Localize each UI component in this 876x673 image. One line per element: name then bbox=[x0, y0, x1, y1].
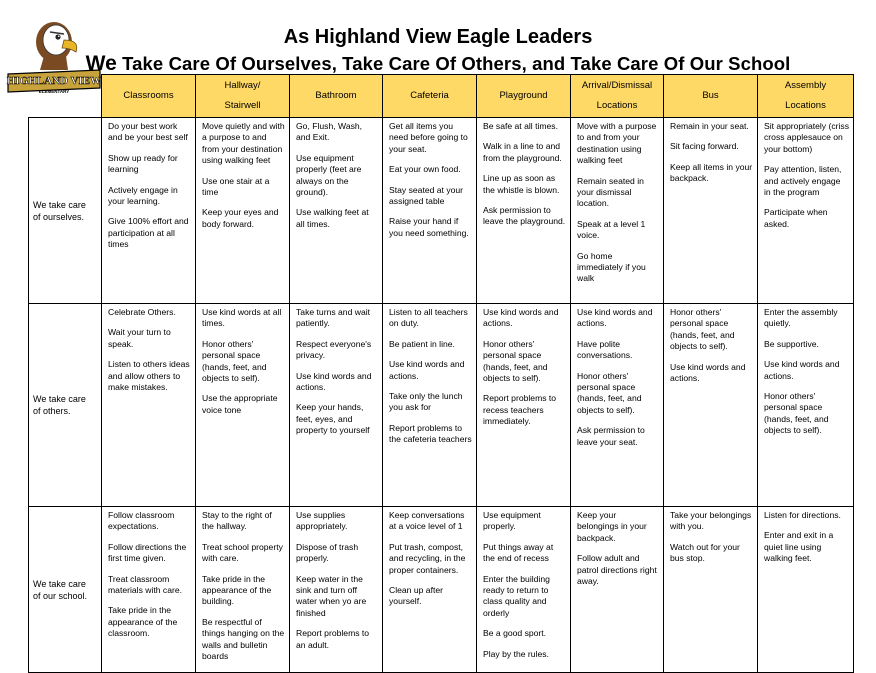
expectation-item: Use kind words at all times. bbox=[202, 307, 282, 329]
expectation-item: Move with a purpose to and from your destination using walking feet bbox=[577, 121, 657, 166]
col-header bbox=[290, 75, 383, 118]
expectation-item: Watch out for your bus stop. bbox=[670, 541, 740, 564]
col-header bbox=[477, 75, 571, 118]
corner-cell bbox=[29, 75, 102, 118]
col-header-line1: Classrooms bbox=[123, 90, 174, 101]
expectation-item: Enter the assembly quietly. bbox=[764, 307, 838, 329]
expectation-item: Honor others' personal space (hands, feet, and objects to self). bbox=[670, 307, 735, 352]
expectation-item: Ask permission to leave your seat. bbox=[577, 425, 645, 447]
expectation-item: Give 100% effort and participation at all times bbox=[108, 216, 189, 250]
expectation-item: Use kind words and actions. bbox=[670, 361, 746, 384]
expectation-item: Use walking feet at all times. bbox=[296, 207, 369, 229]
table-cell bbox=[664, 507, 758, 673]
expectation-item: Be respectful of things hanging on the walls and bulletin boards bbox=[202, 616, 285, 662]
table-cell bbox=[664, 118, 758, 304]
expectation-item: Report problems to an adult. bbox=[296, 628, 370, 650]
expectation-item: Speak at a level 1 voice. bbox=[577, 218, 646, 241]
expectation-item: Go home immediately if you walk bbox=[577, 250, 646, 284]
expectation-item: Pay attention, listen, and actively engage in the program bbox=[764, 164, 842, 198]
expectation-item: Keep conversations at a voice level of 1 bbox=[389, 510, 465, 532]
table-row bbox=[29, 118, 854, 304]
expectation-item: Be safe at all times. bbox=[483, 121, 558, 131]
table-cell bbox=[383, 118, 477, 304]
expectation-item: Put trash, compost, and recycling, in the proper containers. bbox=[389, 541, 466, 575]
expectation-item: Honor others' personal space (hands, feet, and objects to self). bbox=[577, 370, 642, 415]
page-subtitle bbox=[0, 52, 876, 76]
table-cell bbox=[571, 118, 664, 304]
table-cell bbox=[758, 304, 854, 507]
expectation-item: Wait your turn to speak. bbox=[108, 327, 171, 349]
col-header-line1: Assembly bbox=[784, 80, 827, 91]
row-header-line1: We take care bbox=[33, 578, 86, 589]
table-cell bbox=[102, 118, 196, 304]
col-header-line2: Locations bbox=[785, 100, 826, 111]
col-header-line2: Stairwell bbox=[224, 100, 261, 111]
row-header-line2: of others. bbox=[33, 406, 71, 416]
expectation-item: Dispose of trash properly. bbox=[296, 541, 359, 564]
expectation-item: Use kind words and actions. bbox=[389, 359, 465, 381]
expectation-item: Keep your belongings in your backpack. bbox=[577, 510, 647, 543]
col-header bbox=[571, 75, 664, 118]
expectation-item: Sit appropriately (criss cross applesauce on your bottom) bbox=[764, 121, 850, 154]
expectation-item: Enter the building ready to return to class quality and orderly bbox=[483, 573, 550, 618]
table-cell bbox=[571, 507, 664, 673]
expectation-item: Sit facing forward. bbox=[670, 141, 739, 152]
row-header bbox=[29, 304, 102, 507]
expectation-item: Be patient in line. bbox=[389, 338, 455, 349]
expectation-item: Go, Flush, Wash, and Exit. bbox=[296, 121, 363, 143]
expectation-item: Listen to all teachers on duty. bbox=[389, 307, 468, 329]
row-header bbox=[29, 118, 102, 304]
col-header-line1: Bathroom bbox=[315, 90, 357, 101]
col-header-line1: Playground bbox=[499, 90, 548, 101]
expectations-matrix bbox=[28, 74, 854, 673]
expectation-item: Have polite conversations. bbox=[577, 338, 633, 361]
expectation-item: Use kind words and actions. bbox=[296, 370, 372, 393]
expectation-item: Play by the rules. bbox=[483, 648, 549, 659]
expectation-item: Stay to the right of the hallway. bbox=[202, 510, 272, 532]
expectation-item: Participate when asked. bbox=[764, 207, 828, 229]
table-cell bbox=[196, 507, 290, 673]
table-cell bbox=[196, 304, 290, 507]
table-cell bbox=[571, 304, 664, 507]
table-row bbox=[29, 304, 854, 507]
expectation-item: Follow classroom expectations. bbox=[108, 510, 175, 532]
expectation-item: Treat classroom materials with care. bbox=[108, 573, 183, 596]
expectation-item: Celebrate Others. bbox=[108, 307, 176, 317]
expectation-item: Raise your hand if you need something. bbox=[389, 216, 469, 238]
table-cell bbox=[290, 118, 383, 304]
expectation-item: Use kind words and actions. bbox=[577, 307, 653, 329]
expectation-item: Clean up after yourself. bbox=[389, 585, 443, 607]
row-header-line1: We take care bbox=[33, 199, 86, 210]
header-row bbox=[29, 75, 854, 118]
expectation-item: Report problems to the cafeteria teachers bbox=[389, 422, 472, 445]
expectation-item: Use kind words and actions. bbox=[764, 359, 840, 381]
subtitle-first-word: We bbox=[85, 52, 117, 75]
expectation-item: Use supplies appropriately. bbox=[296, 510, 348, 532]
expectation-item: Listen to others ideas and allow others to make mistakes. bbox=[108, 359, 190, 393]
expectation-item: Get all items you need before going to your seat. bbox=[389, 121, 468, 154]
expectation-item: Treat school property with care. bbox=[202, 541, 283, 564]
col-header-line1: Cafeteria bbox=[410, 90, 449, 101]
table-cell bbox=[758, 507, 854, 673]
expectation-item: Keep all items in your backpack. bbox=[670, 161, 753, 184]
expectation-item: Put things away at the end of recess bbox=[483, 541, 554, 564]
row-header-line1: We take care bbox=[33, 394, 86, 404]
page-title: As Highland View Eagle Leaders bbox=[283, 26, 593, 48]
row-header bbox=[29, 507, 102, 673]
table-cell bbox=[477, 507, 571, 673]
col-header bbox=[196, 75, 290, 118]
subtitle-rest: Take Care Of Ourselves, Take Care Of Others, and Take Care Of Our School bbox=[116, 53, 791, 74]
expectation-item: Honor others' personal space (hands, feet, and objects to self). bbox=[202, 338, 267, 384]
expectation-item: Remain in your seat. bbox=[670, 121, 749, 131]
expectation-item: Take pride in the appearance of the building. bbox=[202, 573, 272, 607]
expectation-item: Respect everyone's privacy. bbox=[296, 338, 372, 361]
expectation-item: Follow directions the first time given. bbox=[108, 541, 187, 564]
row-header-line2: of ourselves. bbox=[33, 211, 85, 222]
expectation-item: Enter and exit in a quiet line using walking feet. bbox=[764, 530, 834, 564]
expectation-item: Show up ready for learning bbox=[108, 152, 178, 175]
expectation-item: Follow adult and patrol directions right away. bbox=[577, 553, 657, 587]
expectation-item: Move quietly and with a purpose to and from your destination using walking feet bbox=[202, 121, 285, 166]
expectation-item: Honor others' personal space (hands, feet, and objects to self). bbox=[764, 391, 829, 436]
expectation-item: Honor others' personal space (hands, feet, and objects to self). bbox=[483, 338, 548, 384]
table-cell bbox=[477, 118, 571, 304]
expectation-item: Keep water in the sink and turn off water when yo are finished bbox=[296, 573, 367, 618]
col-header-line1: Hallway/ bbox=[224, 80, 261, 91]
expectation-item: Take turns and wait patiently. bbox=[296, 307, 371, 329]
table-cell bbox=[290, 507, 383, 673]
expectation-item: Actively engage in your learning. bbox=[108, 184, 178, 207]
col-header bbox=[383, 75, 477, 118]
col-header-line2: Locations bbox=[596, 100, 638, 111]
table-row bbox=[29, 507, 854, 673]
table-cell bbox=[383, 304, 477, 507]
expectation-item: Be supportive. bbox=[764, 338, 819, 349]
expectation-item: Do your best work and be your best self bbox=[108, 121, 188, 143]
table-cell bbox=[664, 304, 758, 507]
expectation-item: Stay seated at your assigned table bbox=[389, 184, 464, 207]
expectation-item: Keep your eyes and body forward. bbox=[202, 207, 279, 229]
row-header-line2: of our school. bbox=[33, 590, 88, 601]
expectation-item: Use equipment properly (feet are always on the ground). bbox=[296, 152, 362, 198]
expectation-item: Use equipment properly. bbox=[483, 510, 541, 532]
table-cell bbox=[758, 118, 854, 304]
expectation-item: Be a good sport. bbox=[483, 628, 547, 639]
expectation-item: Listen for directions. bbox=[764, 510, 841, 520]
table-cell bbox=[102, 304, 196, 507]
col-header bbox=[102, 75, 196, 118]
logo-text-main: HIGHLAND VIEW bbox=[6, 75, 102, 87]
expectation-item: Use kind words and actions. bbox=[483, 307, 559, 329]
expectation-item: Use one stair at a time bbox=[202, 175, 270, 198]
col-header bbox=[664, 75, 758, 118]
col-header-line1: Bus bbox=[702, 90, 719, 101]
expectation-item: Line up as soon as the whistle is blown. bbox=[483, 173, 560, 195]
expectation-item: Take pride in the appearance of the classroom. bbox=[108, 605, 178, 639]
col-header bbox=[758, 75, 854, 118]
expectation-item: Keep your hands, feet, eyes, and property to yourself bbox=[296, 402, 370, 436]
logo-text-sub: ELEMENTARY bbox=[38, 89, 70, 94]
expectation-item: Take only the lunch you ask for bbox=[389, 391, 463, 413]
expectation-item: Take your belongings with you. bbox=[670, 510, 752, 532]
table-cell bbox=[290, 304, 383, 507]
expectation-item: Ask permission to leave the playground. bbox=[483, 205, 566, 227]
expectation-item: Eat your own food. bbox=[389, 164, 461, 175]
table-cell bbox=[196, 118, 290, 304]
table-cell bbox=[383, 507, 477, 673]
expectation-item: Use the appropriate voice tone bbox=[202, 393, 278, 415]
table-cell bbox=[477, 304, 571, 507]
expectation-item: Report problems to recess teachers immediately. bbox=[483, 393, 557, 427]
table-cell bbox=[102, 507, 196, 673]
col-header-line1: Arrival/Dismissal bbox=[581, 80, 653, 91]
expectation-item: Walk in a line to and from the playground. bbox=[483, 141, 562, 163]
expectation-item: Remain seated in your dismissal location. bbox=[577, 175, 644, 209]
